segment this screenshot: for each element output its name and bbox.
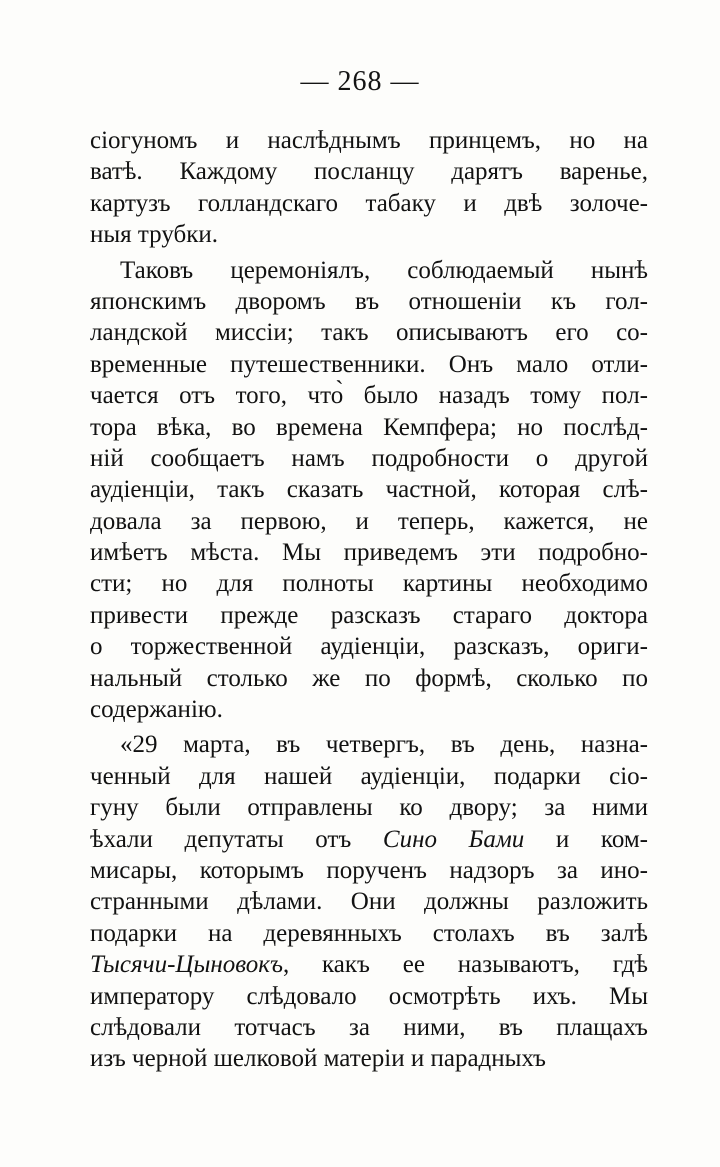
- text-line: [90, 694, 648, 725]
- text-run: ватѣ. Каждому посланцу дарятъ варенье,: [90, 158, 648, 186]
- text-line: [90, 761, 648, 792]
- text-run: Тысячи-Цыновокъ: [90, 951, 283, 979]
- text-run: сти; но для полноты картины необходимо: [90, 570, 648, 598]
- paragraph: [90, 729, 648, 1074]
- text-line: [90, 125, 648, 156]
- text-line: [90, 918, 648, 949]
- text-run: временные путешественники. Онъ мало отли-: [90, 350, 648, 378]
- text-run: Таковъ церемоніялъ, соблюдаемый нынѣ: [120, 256, 648, 284]
- text-line: [90, 380, 648, 411]
- text-run: картузъ голландскаго табаку и двѣ золоче-: [90, 189, 648, 217]
- text-line: [90, 474, 648, 505]
- text-line: [90, 537, 648, 568]
- text-run: слѣдовали тотчасъ за ними, въ плащахъ: [90, 1013, 648, 1041]
- text-run: аудіенціи, такъ сказать частной, которая слѣ-: [90, 476, 648, 504]
- text-line: [90, 506, 648, 537]
- text-run: мисары, которымъ порученъ надзоръ за ино-: [90, 856, 648, 884]
- text-run: довала за первою, и теперь, кажется, не: [90, 507, 648, 535]
- text-run: нальный столько же по формѣ, сколько по: [90, 664, 648, 692]
- body-text: [90, 125, 648, 1075]
- text-line: [90, 855, 648, 886]
- text-run: привести прежде разсказъ стараго доктора: [90, 601, 648, 629]
- text-line: [90, 443, 648, 474]
- text-line: [90, 600, 648, 631]
- text-run: , какъ ее называютъ, гдѣ: [282, 951, 648, 979]
- text-line: [90, 349, 648, 380]
- text-line: [90, 729, 648, 760]
- text-run: имѣетъ мѣста. Мы приведемъ эти подробно-: [90, 539, 648, 567]
- paragraph: [90, 255, 648, 726]
- text-run: «29 марта, въ четвергъ, въ день, назна-: [120, 731, 648, 759]
- text-run: гуну были отправлены ко двору; за ними: [90, 794, 648, 822]
- page-number: — 268 —: [300, 66, 420, 97]
- text-run: изъ черной шелковой матеріи и парадныхъ: [90, 1045, 546, 1073]
- text-run: странными дѣлами. Они должны разложить: [90, 888, 648, 916]
- text-run: императору слѣдовало осмотрѣть ихъ. Мы: [90, 982, 648, 1010]
- text-line: [90, 286, 648, 317]
- text-line: [90, 886, 648, 917]
- text-line: [90, 663, 648, 694]
- text-line: [90, 1043, 648, 1074]
- text-line: [90, 949, 648, 980]
- text-run: Сино Бами: [382, 825, 525, 853]
- text-run: ныя трубки.: [90, 221, 218, 249]
- text-run: сіогуномъ и наслѣднымъ принцемъ, но на: [90, 127, 648, 154]
- text-line: [90, 255, 648, 286]
- text-run: тора вѣка, во времена Кемпфера; но послѣд-: [90, 413, 648, 441]
- text-run: подарки на деревянныхъ столахъ въ залѣ: [90, 919, 648, 947]
- text-line: [90, 412, 648, 443]
- text-run: ній сообщаетъ намъ подробности о другой: [90, 444, 648, 472]
- text-run: и ком-: [524, 825, 648, 853]
- text-line: [90, 1012, 648, 1043]
- text-run: японскимъ дворомъ въ отношеніи къ гол-: [90, 287, 648, 315]
- text-line: [90, 568, 648, 599]
- text-line: [90, 188, 648, 219]
- text-line: [90, 631, 648, 662]
- text-run: чается отъ того, что̀ было назадъ тому пол-: [90, 382, 648, 410]
- text-line: [90, 981, 648, 1012]
- text-line: [90, 824, 648, 855]
- text-run: ченный для нашей аудіенціи, подарки сіо-: [90, 762, 648, 790]
- text-line: [90, 156, 648, 187]
- paragraph: [90, 125, 648, 251]
- text-line: [90, 792, 648, 823]
- text-line: [90, 219, 648, 250]
- text-run: о торжественной аудіенціи, разсказъ, ориги-: [90, 633, 648, 661]
- text-run: ѣхали депутаты отъ: [90, 825, 383, 853]
- text-run: ландской миссіи; такъ описываютъ его со-: [90, 319, 648, 347]
- text-run: содержанію.: [90, 696, 223, 724]
- text-line: [90, 317, 648, 348]
